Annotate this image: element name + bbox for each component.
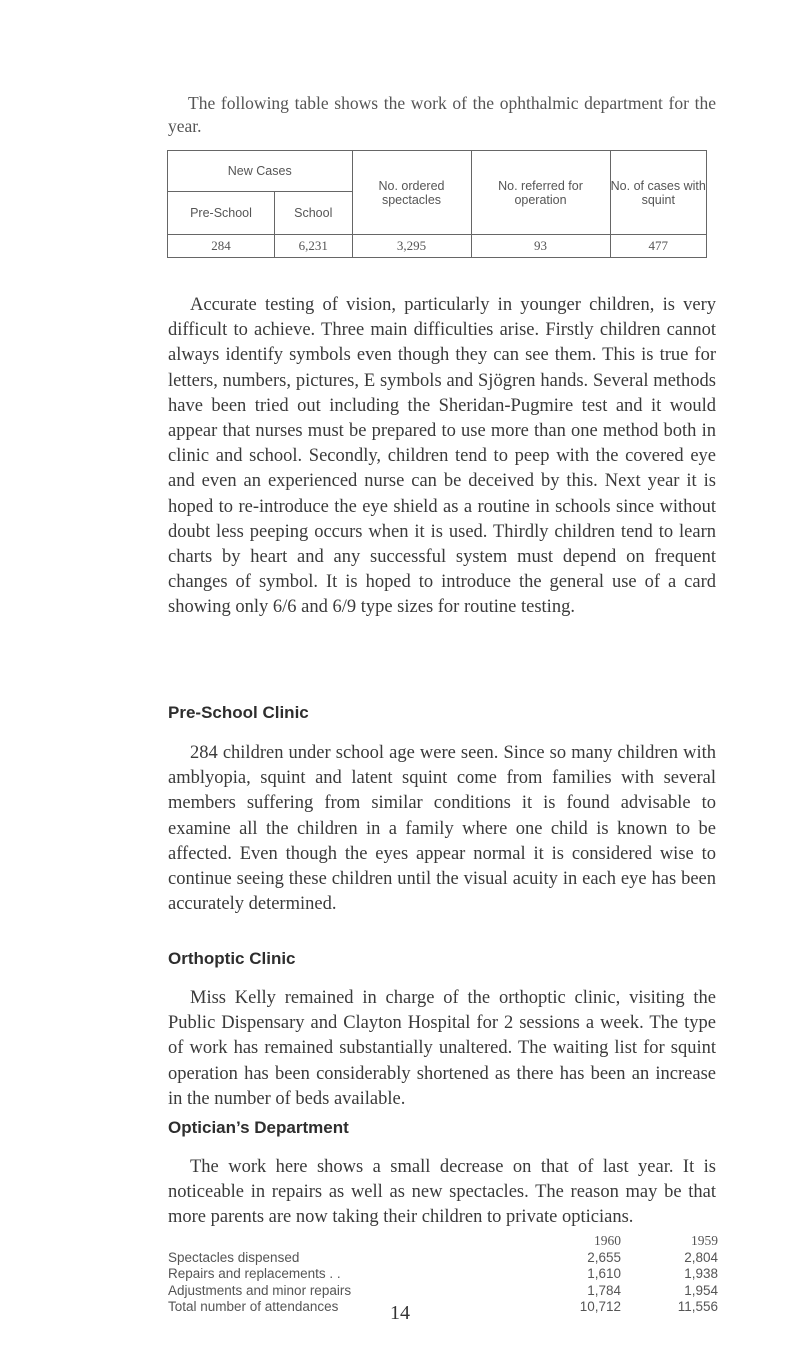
ophthalmic-work-table bbox=[167, 150, 707, 258]
stats-row bbox=[168, 1266, 718, 1283]
value-pre-school: 284 bbox=[168, 235, 275, 258]
stats-row-value-1960: 1,784 bbox=[587, 1282, 621, 1298]
stats-header-row bbox=[168, 1233, 718, 1250]
stats-row-value-1959: 2,804 bbox=[684, 1249, 718, 1265]
value-referred: 93 bbox=[471, 235, 610, 258]
orthoptic-clinic-paragraph: Miss Kelly remained in charge of the orthoptic clinic, visiting the Public Dispensary and Clayton Hospital for 2 sessions a week. The type of work has remained substantially unaltered. The waiting list for squint operation has been considerably shortened as there has been an increase in the number of beds available. bbox=[168, 988, 716, 1109]
accurate-testing-paragraph: Accurate testing of vision, particularly in younger children, is very difficult to achieve. Three main difficulties arise. Firstly children cannot always identify symbols even though they can see them. This is true for letters, numbers, pictures, E symbols and Sjögren hands. Several methods have been tried out including the Sheridan-Pugmire test and it would appear that nurses must be prepared to use more than one method both in clinic and school. Secondly, children tend to peep with the covered eye and even an experienced nurse can be deceived by this. Next year it is hoped to re-introduce the eye shield as a routine in schools since without doubt less peeping occurs when it is used. Thirdly children tend to learn charts by heart and any successful system must depend on frequent changes of symbol. It is hoped to introduce the general use of a card showing only 6/6 and 6/9 type sizes for routine testing. bbox=[168, 295, 716, 618]
stats-row-label: Spectacles dispensed bbox=[168, 1249, 300, 1265]
intro-text: The following table shows the work of the ophthalmic department for the year. bbox=[168, 93, 716, 136]
opticians-department-heading: Optician’s Department bbox=[168, 1118, 349, 1137]
header-pre-school: Pre-School bbox=[168, 192, 275, 235]
stats-year-1960: 1960 bbox=[594, 1233, 621, 1248]
orthoptic-clinic-heading: Orthoptic Clinic bbox=[168, 949, 296, 968]
opticians-department-paragraph: The work here shows a small decrease on that of last year. It is noticeable in repairs as well as new spectacles. The reason may be that more parents are now taking their children to private opticians. bbox=[168, 1157, 716, 1228]
value-school: 6,231 bbox=[275, 235, 353, 258]
header-squint: No. of cases with squint bbox=[610, 151, 707, 235]
stats-row-value-1959: 1,954 bbox=[684, 1282, 718, 1298]
header-referred-operation: No. referred for operation bbox=[471, 151, 610, 235]
stats-row-value-1959: 1,938 bbox=[684, 1266, 718, 1281]
stats-row-value-1960: 1,610 bbox=[587, 1266, 621, 1281]
header-new-cases: New Cases bbox=[168, 151, 353, 192]
page-number: 14 bbox=[390, 1302, 410, 1324]
stats-row bbox=[168, 1283, 718, 1300]
stats-year-1959: 1959 bbox=[691, 1233, 718, 1248]
stats-row-value-1960: 2,655 bbox=[587, 1249, 621, 1265]
pre-school-clinic-paragraph: 284 children under school age were seen. Since so many children with amblyopia, squint and latent squint come from families with several members suffering from similar conditions it is found advisable to examine all the children in a family where one child is known to be affected. Even though the eyes appear normal it is considered wise to continue seeing these children until the visual acuity in each eye has been accurately determined. bbox=[168, 743, 716, 915]
stats-row-value-1960: 10,712 bbox=[579, 1299, 621, 1314]
stats-row-label: Adjustments and minor repairs bbox=[168, 1282, 352, 1298]
stats-row-value-1959: 11,556 bbox=[677, 1299, 718, 1314]
header-school: School bbox=[275, 192, 353, 235]
value-ordered-spectacles: 3,295 bbox=[352, 235, 471, 258]
stats-row bbox=[168, 1250, 718, 1267]
stats-row-label: Repairs and replacements . . bbox=[168, 1266, 341, 1281]
header-ordered-spectacles: No. ordered spectacles bbox=[352, 151, 471, 235]
pre-school-clinic-heading: Pre-School Clinic bbox=[168, 703, 309, 722]
stats-row-label: Total number of attendances bbox=[168, 1299, 339, 1314]
value-squint: 477 bbox=[610, 235, 707, 258]
